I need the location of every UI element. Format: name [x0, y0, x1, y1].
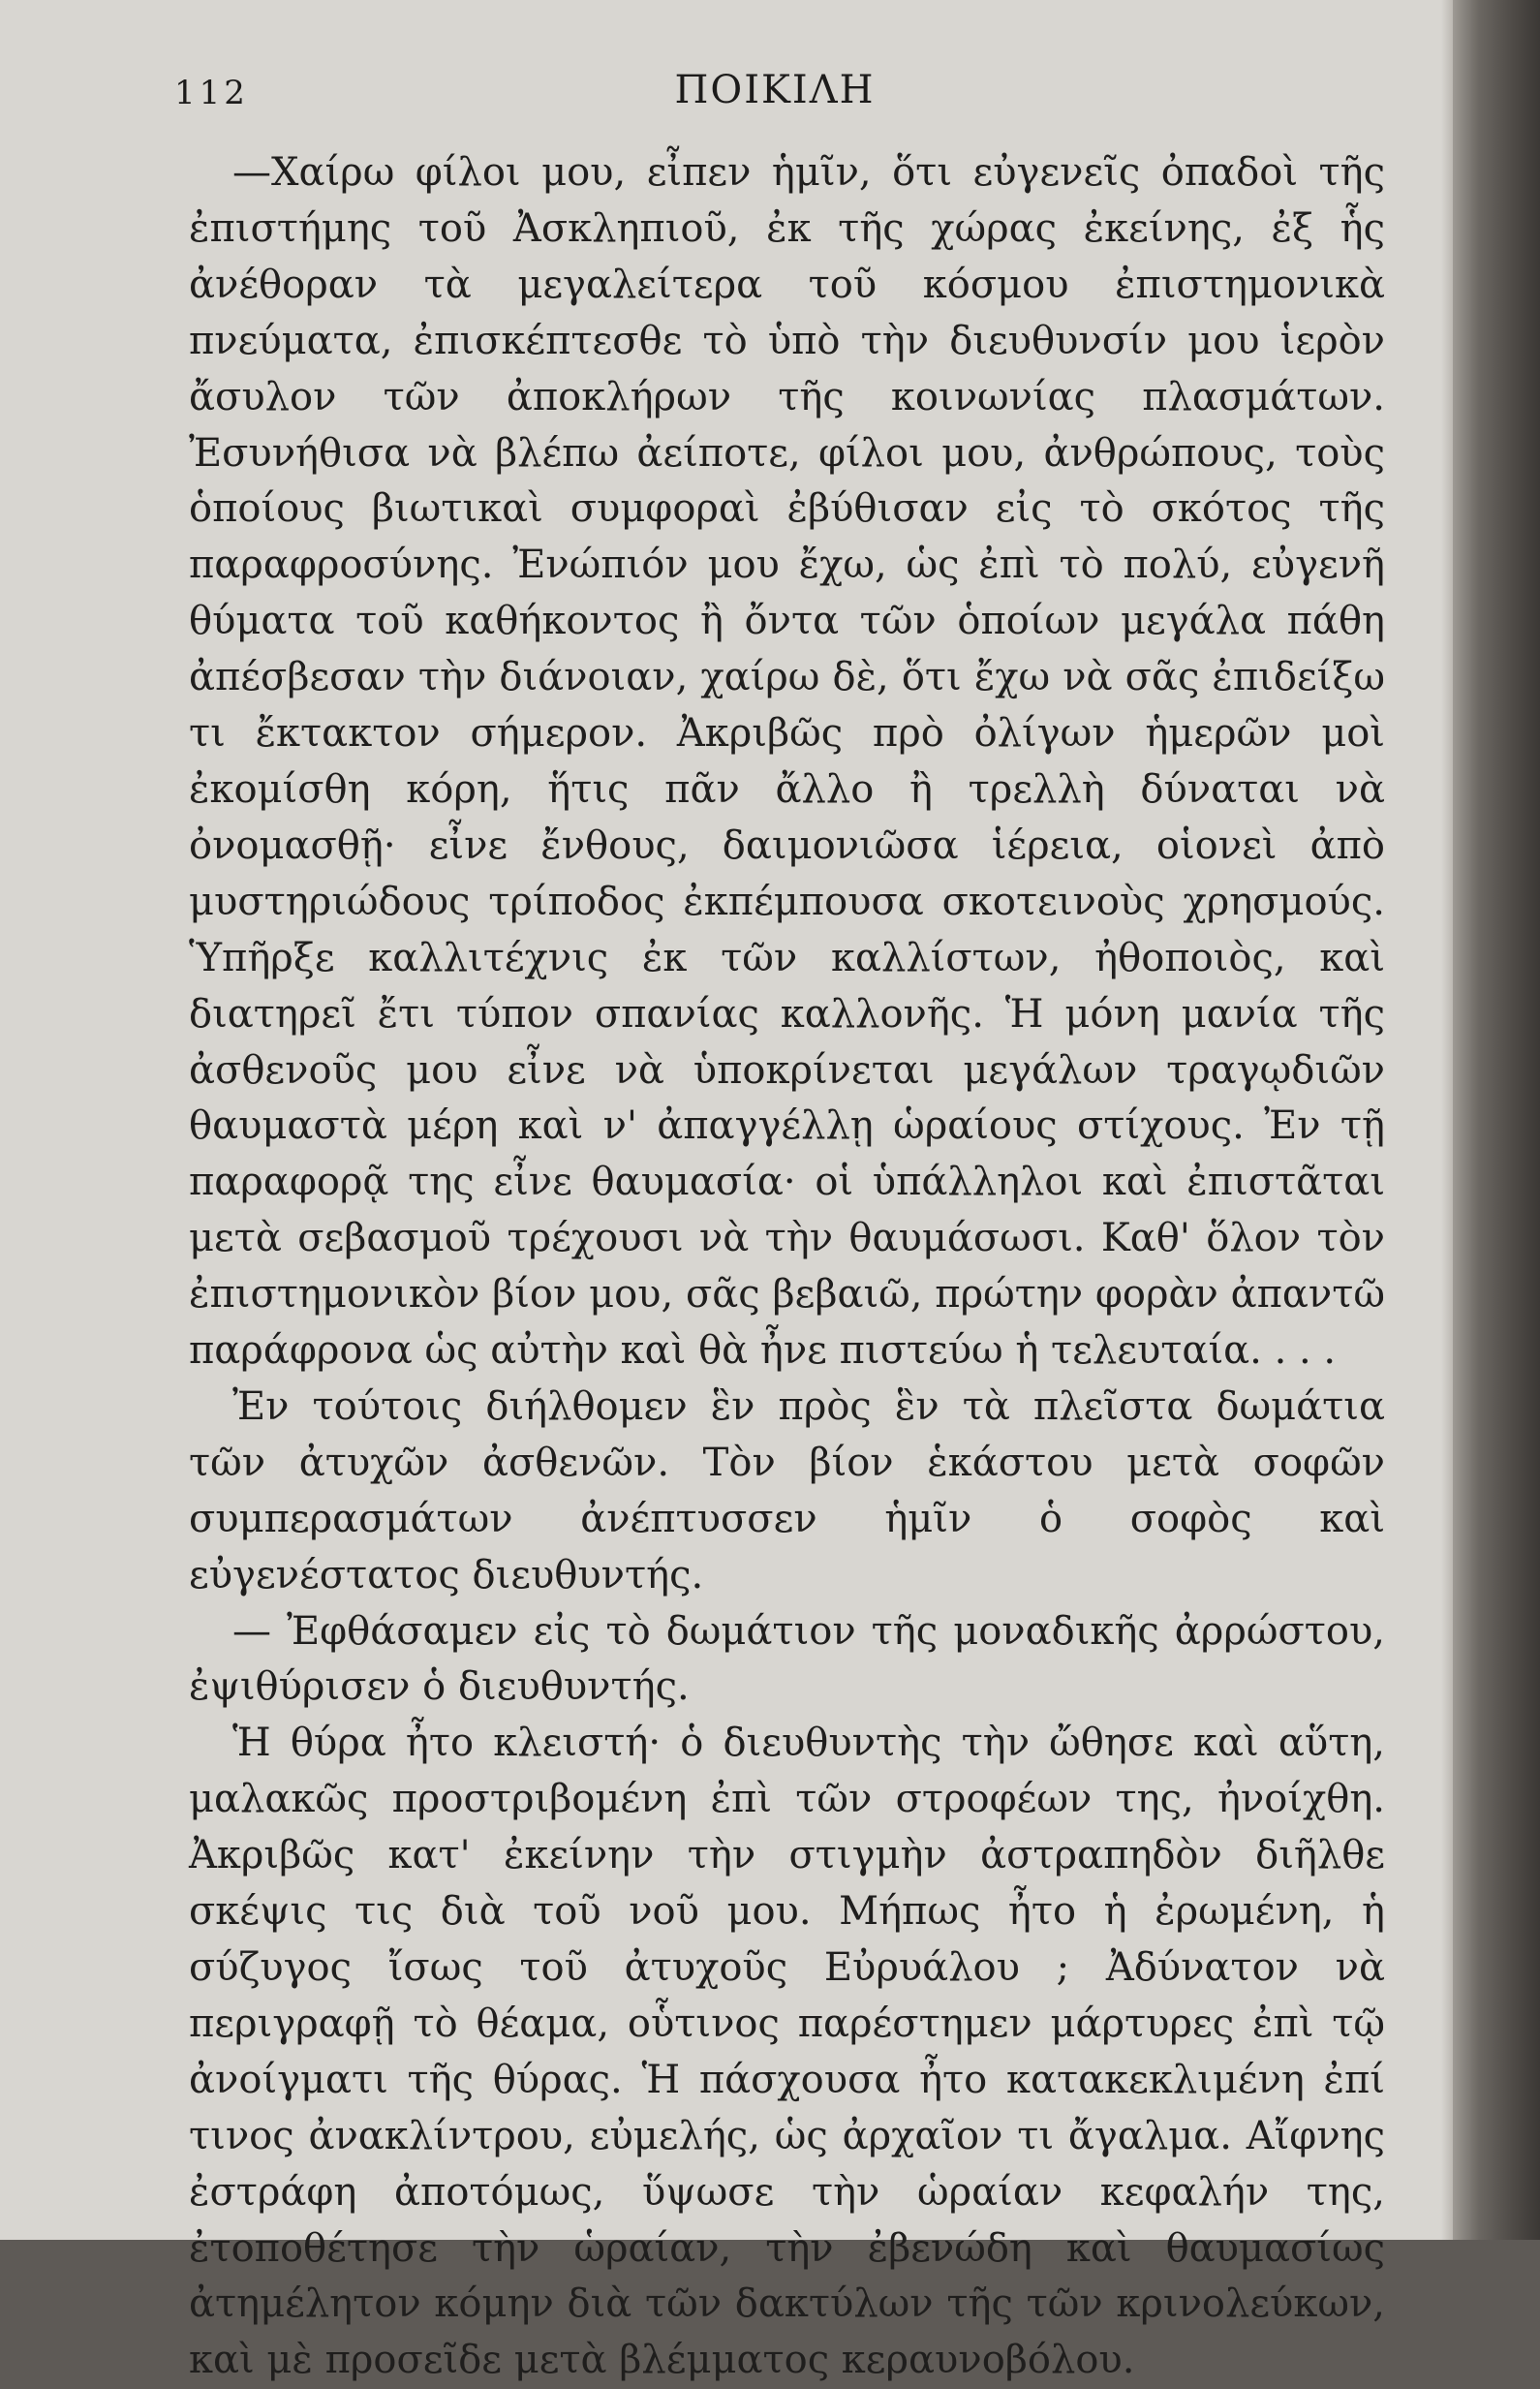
- paragraph: — Ἐφθάσαμεν εἰς τὸ δωμάτιον τῆς μοναδικῆς ἀρρώστου, ἐψιθύρισεν ὁ διευθυντής.: [189, 1608, 1385, 1710]
- body-text: [189, 145, 1385, 2389]
- running-title: ΠΟΙΚΙΛΗ: [674, 68, 876, 112]
- book-spine: [1453, 0, 1540, 2240]
- paragraph: Ἐν τούτοις διήλθομεν ἓν πρὸς ἓν τὰ πλεῖστα δωμάτια τῶν ἀτυχῶν ἀσθενῶν. Τὸν βίον ἑκάστου μετὰ σοφῶν συμπερασμάτων ἀνέπτυσσεν ἡμῖν ὁ σοφὸς καὶ εὐγενέστατος διευθυντής.: [189, 1383, 1385, 1598]
- page-header: [174, 68, 1375, 126]
- paragraph: —Χαίρω φίλοι μου, εἶπεν ἡμῖν, ὅτι εὐγενεῖς ὀπαδοὶ τῆς ἐπιστήμης τοῦ Ἀσκληπιοῦ, ἐκ τῆς χώρας ἐκείνης, ἐξ ἧς ἀνέθοραν τὰ μεγαλείτερα τοῦ κόσμου ἐπιστημονικὰ πνεύματα, ἐπισκέπτεσθε τὸ ὑπὸ τὴν διευθυνσίν μου ἱερὸν ἄσυλον τῶν ἀποκλήρων τῆς κοινωνίας πλασμάτων. Ἐσυνήθισα νὰ βλέπω ἀείποτε, φίλοι μου, ἀνθρώπους, τοὺς ὁποίους βιωτικαὶ συμφοραὶ ἐβύθισαν εἰς τὸ σκότος τῆς παραφροσύνης. Ἐνώπιόν μου ἔχω, ὡς ἐπὶ τὸ πολύ, εὐγενῆ θύματα τοῦ καθήκοντος ἢ ὄντα τῶν ὁποίων μεγάλα πάθη ἀπέσβεσαν τὴν διάνοιαν, χαίρω δὲ, ὅτι ἔχω νὰ σᾶς ἐπιδείξω τι ἔκτακτον σήμερον. Ἀκριβῶς πρὸ ὀλίγων ἡμερῶν μοὶ ἐκομίσθη κόρη, ἥτις πᾶν ἄλλο ἢ τρελλὴ δύναται νὰ ὀνομασθῇ· εἶνε ἔνθους, δαιμονιῶσα ἱέρεια, οἱονεὶ ἀπὸ μυστηριώδους τρίποδος ἐκπέμπουσα σκοτεινοὺς χρησμούς. Ὑπῆρξε καλλιτέχνις ἐκ τῶν καλλίστων, ἠθοποιὸς, καὶ διατηρεῖ ἔτι τύπον σπανίας καλλονῆς. Ἡ μόνη μανία τῆς ἀσθενοῦς μου εἶνε νὰ ὑποκρίνεται μεγάλων τραγῳδιῶν θαυμαστὰ μέρη καὶ ν' ἀπαγγέλλῃ ὡραίους στίχους. Ἐν τῇ παραφορᾷ της εἶνε θαυμασία· οἱ ὑπάλληλοι καὶ ἐπιστᾶται μετὰ σεβασμοῦ τρέχουσι νὰ τὴν θαυμάσωσι. Καθ' ὅλον τὸν ἐπιστημονικὸν βίον μου, σᾶς βεβαιῶ, πρώτην φορὰν ἀπαντῶ παράφρονα ὡς αὐτὴν καὶ θὰ ἦνε πιστεύω ἡ τελευταία. . . .: [189, 150, 1385, 1374]
- paragraph: Ἡ θύρα ἦτο κλειστή· ὁ διευθυντὴς τὴν ὤθησε καὶ αὕτη, μαλακῶς προστριβομένη ἐπὶ τῶν στροφέων της, ἠνοίχθη. Ἀκριβῶς κατ' ἐκείνην τὴν στιγμὴν ἀστραπηδὸν διῆλθε σκέψις τις διὰ τοῦ νοῦ μου. Μήπως ἦτο ἡ ἐρωμένη, ἡ σύζυγος ἴσως τοῦ ἀτυχοῦς Εὐρυάλου ; Ἀδύνατον νὰ περιγραφῇ τὸ θέαμα, οὗτινος παρέστημεν μάρτυρες ἐπὶ τῷ ἀνοίγματι τῆς θύρας. Ἡ πάσχουσα ἦτο κατακεκλιμένη ἐπί τινος ἀνακλίντρου, εὐμελής, ὡς ἀρχαῖον τι ἄγαλμα. Αἴφνης ἐστράφη ἀποτόμως, ὕψωσε τὴν ὡραίαν κεφαλήν της, ἐτοποθέτησε τὴν ὡραίαν, τὴν ἐβενώδη καὶ θαυμασίως ἀτημέλητον κόμην διὰ τῶν δακτύλων τῆς τῶν κρινολεύκων, καὶ μὲ προσεῖδε μετὰ βλέμματος κεραυνοβόλου.: [189, 1721, 1385, 2383]
- page-number: 112: [174, 74, 249, 112]
